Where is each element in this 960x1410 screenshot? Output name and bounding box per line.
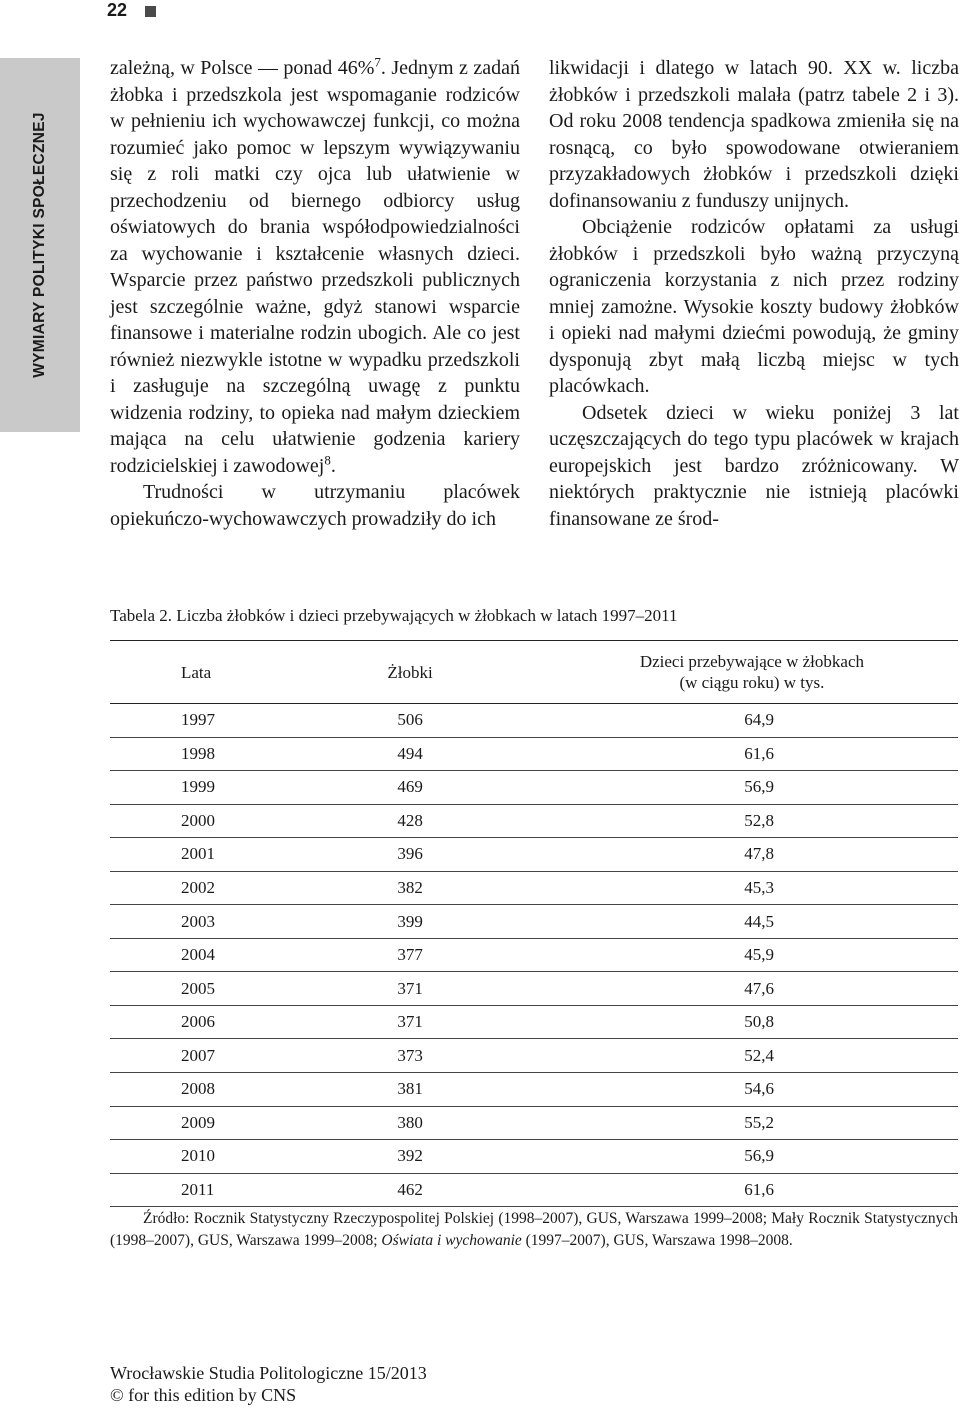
cell-children: 56,9 — [506, 771, 958, 805]
publication-footer — [110, 1362, 427, 1406]
cell-nurseries: 377 — [314, 938, 505, 972]
cell-year: 2000 — [110, 804, 314, 838]
page-marker-square — [145, 6, 156, 17]
table-row — [110, 1039, 958, 1073]
table-row — [110, 804, 958, 838]
cell-year: 2002 — [110, 871, 314, 905]
cell-children: 55,2 — [506, 1106, 958, 1140]
text-fragment: zależną, w Polsce — ponad 46% — [110, 57, 375, 79]
table-row — [110, 1140, 958, 1174]
source-text: Źródło: Rocznik Statystyczny Rzeczypospolitej Polskiej (1998–2007), GUS, Warszawa 1999–2008; Mały Rocznik Statystycznych (1998–2007), GUS, Warszawa 1999–2008; — [110, 1210, 958, 1249]
cell-year: 1999 — [110, 771, 314, 805]
cell-year: 2004 — [110, 938, 314, 972]
table-row — [110, 871, 958, 905]
cell-nurseries: 469 — [314, 771, 505, 805]
header-children-line1: Dzieci przebywające w żłobkach — [639, 652, 864, 671]
cell-nurseries: 392 — [314, 1140, 505, 1174]
table-row — [110, 1005, 958, 1039]
page-number: 22 — [107, 0, 128, 20]
table-header-row — [110, 641, 958, 704]
table-row — [110, 771, 958, 805]
table-source-note — [110, 1208, 958, 1252]
cell-nurseries: 399 — [314, 905, 505, 939]
cell-children: 52,4 — [506, 1039, 958, 1073]
cell-children: 64,9 — [506, 704, 958, 738]
cell-nurseries: 462 — [314, 1173, 505, 1207]
header-children — [506, 641, 958, 704]
header-children-line2: (w ciągu roku) w tys. — [679, 673, 825, 692]
cell-year: 2003 — [110, 905, 314, 939]
text-fragment: . Jednym z zadań żłobka i przedszkola jest wspomaganie rodziców w pełnieniu ich wychowawczej funkcji, co można rozumieć jako pomoc w lepszym wywiązywaniu się z roli matki czy ojca lub ułatwienie w przechodzeniu od biernego odbiorcy usług oświatowych do brania współodpowiedzialności za wychowanie i kształcenie własnych dzieci. Wsparcie przez państwo przedszkoli publicznych jest szczególnie ważne, gdyż stanowi wsparcie finansowe i materialne rodzin ubogich. Ale co jest również niezwykle istotne w wypadku przedszkoli i zasługuje na szczególną uwagę z punktu widzenia rodziny, to opieka nad małym dzieckiem mająca na celu ułatwienie godzenia kariery rodzicielskiej i zawodowej — [110, 57, 520, 477]
cell-children: 50,8 — [506, 1005, 958, 1039]
footnote-ref-7[interactable]: 7 — [374, 54, 381, 70]
table-row — [110, 905, 958, 939]
cell-year: 2001 — [110, 838, 314, 872]
cell-children: 52,8 — [506, 804, 958, 838]
cell-children: 47,8 — [506, 838, 958, 872]
cell-nurseries: 371 — [314, 972, 505, 1006]
cell-nurseries: 381 — [314, 1073, 505, 1107]
cell-children: 61,6 — [506, 737, 958, 771]
paragraph-left-1 — [110, 55, 520, 479]
cell-nurseries: 380 — [314, 1106, 505, 1140]
table-row — [110, 1106, 958, 1140]
text-column-right — [549, 55, 959, 532]
table-row — [110, 704, 958, 738]
text-column-left — [110, 55, 520, 532]
table-body — [110, 704, 958, 1207]
source-text-end: (1997–2007), GUS, Warszawa 1998–2008. — [521, 1232, 793, 1249]
cell-nurseries: 382 — [314, 871, 505, 905]
cell-year: 2007 — [110, 1039, 314, 1073]
cell-year: 2011 — [110, 1173, 314, 1207]
table-row — [110, 938, 958, 972]
cell-nurseries: 494 — [314, 737, 505, 771]
cell-children: 47,6 — [506, 972, 958, 1006]
table-row — [110, 972, 958, 1006]
cell-children: 45,9 — [506, 938, 958, 972]
copyright-notice: © for this edition by CNS — [110, 1385, 297, 1405]
cell-year: 2010 — [110, 1140, 314, 1174]
cell-year: 1998 — [110, 737, 314, 771]
paragraph-left-2: Trudności w utrzymaniu placówek opiekuńczo-wychowawczych prowadziły do ich — [110, 481, 520, 530]
cell-year: 2009 — [110, 1106, 314, 1140]
cell-nurseries: 428 — [314, 804, 505, 838]
paragraph-right-3: Odsetek dzieci w wieku poniżej 3 lat uczęszczających do tego typu placówek w krajach europejskich jest bardzo zróżnicowany. W niektórych praktycznie nie istnieją placówki finansowane ze środ- — [549, 401, 959, 530]
header-nurseries: Żłobki — [314, 641, 505, 704]
table-row — [110, 737, 958, 771]
table-row — [110, 1173, 958, 1207]
journal-name: Wrocławskie Studia Politologiczne 15/2013 — [110, 1363, 427, 1383]
cell-year: 2005 — [110, 972, 314, 1006]
cell-year: 2006 — [110, 1005, 314, 1039]
table-row — [110, 838, 958, 872]
cell-nurseries: 373 — [314, 1039, 505, 1073]
table-caption: Tabela 2. Liczba żłobków i dzieci przebywających w żłobkach w latach 1997–2011 — [110, 606, 678, 625]
cell-children: 45,3 — [506, 871, 958, 905]
source-italic-title: Oświata i wychowanie — [381, 1232, 522, 1249]
paragraph-right-1: likwidacji i dlatego w latach 90. XX w. liczba żłobków i przedszkoli malała (patrz tabele 2 i 3). Od roku 2008 tendencja spadkowa zmieniła się na rosnącą, co było spowodowane otwieraniem przyzakładowych żłobków i przedszkoli dzięki dofinansowaniu z funduszy unijnych. — [549, 57, 959, 212]
cell-nurseries: 396 — [314, 838, 505, 872]
cell-children: 54,6 — [506, 1073, 958, 1107]
paragraph-right-2: Obciążenie rodziców opłatami za usługi żłobków i przedszkoli było ważną przyczyną ograniczenia korzystania z nich przez rodziny mniej zamożne. Wysokie koszty budowy żłobków i opieki nad małymi dziećmi powodują, że gminy dysponują zbyt małą liczbą miejsc w tych placówkach. — [549, 216, 959, 397]
cell-year: 1997 — [110, 704, 314, 738]
section-side-label: WYMIARY POLITYKI SPOŁECZNEJ — [31, 112, 48, 378]
header-year: Lata — [110, 641, 314, 704]
cell-nurseries: 506 — [314, 704, 505, 738]
cell-children: 44,5 — [506, 905, 958, 939]
footnote-ref-8[interactable]: 8 — [324, 451, 331, 467]
cell-year: 2008 — [110, 1073, 314, 1107]
cell-children: 61,6 — [506, 1173, 958, 1207]
cell-nurseries: 371 — [314, 1005, 505, 1039]
cell-children: 56,9 — [506, 1140, 958, 1174]
nurseries-table — [110, 640, 958, 1207]
table-row — [110, 1073, 958, 1107]
text-fragment: . — [330, 454, 336, 477]
